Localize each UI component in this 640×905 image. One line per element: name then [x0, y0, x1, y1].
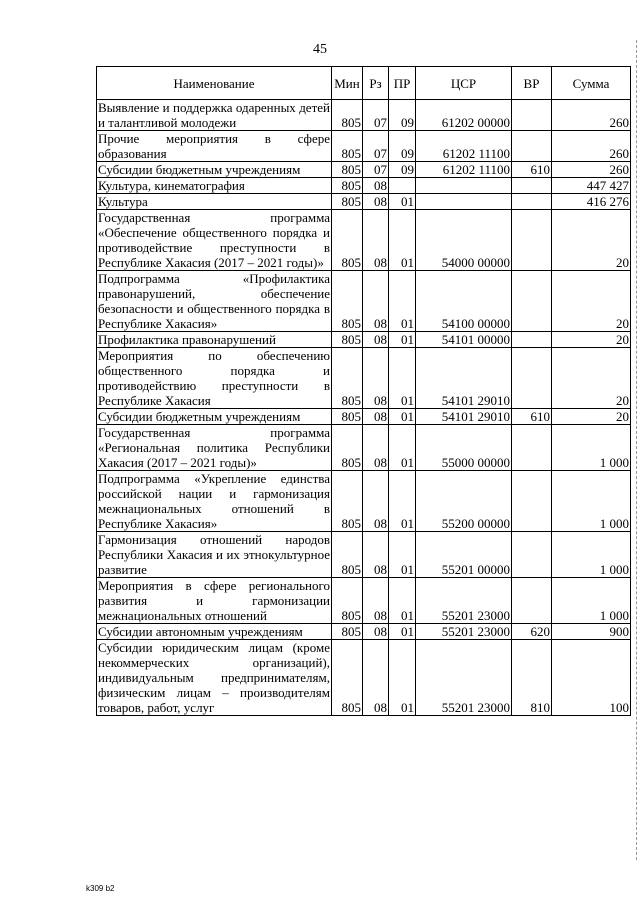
- cell-sum: 1 000: [552, 471, 631, 532]
- table-row: [97, 100, 631, 131]
- header-name: Наименование: [97, 67, 332, 100]
- table-row: [97, 271, 631, 332]
- cell-min: 805: [332, 210, 363, 271]
- cell-pr: 01: [389, 348, 416, 409]
- cell-vr: 620: [512, 624, 552, 640]
- table-row: [97, 578, 631, 624]
- table-row: [97, 178, 631, 194]
- cell-csr: 54100 00000: [416, 271, 512, 332]
- cell-sum: 20: [552, 271, 631, 332]
- cell-min: 805: [332, 131, 363, 162]
- cell-pr: 09: [389, 162, 416, 178]
- cell-name: Мероприятия в сфере регионального развития и гармонизации межнациональных отношений: [98, 578, 330, 623]
- cell-rz: 08: [363, 332, 389, 348]
- cell-min: 805: [332, 348, 363, 409]
- cell-pr: 01: [389, 210, 416, 271]
- cell-rz: 08: [363, 578, 389, 624]
- cell-pr: 01: [389, 194, 416, 210]
- cell-sum: 447 427: [552, 178, 631, 194]
- cell-vr: 810: [512, 640, 552, 716]
- cell-min: 805: [332, 640, 363, 716]
- cell-rz: 08: [363, 409, 389, 425]
- table-row: [97, 425, 631, 471]
- cell-vr: [512, 271, 552, 332]
- budget-table: [96, 66, 631, 716]
- cell-min: 805: [332, 624, 363, 640]
- cell-pr: 01: [389, 271, 416, 332]
- cell-min: 805: [332, 532, 363, 578]
- header-sum: Сумма: [552, 67, 631, 100]
- cell-csr: 54101 29010: [416, 409, 512, 425]
- header-csr: ЦСР: [416, 67, 512, 100]
- table-row: [97, 624, 631, 640]
- cell-name: Субсидии юридическим лицам (кроме некоммерческих организаций), индивидуальным предпринимателям, физическим лицам – производителям товаров, работ, услуг: [98, 640, 330, 715]
- cell-sum: 20: [552, 348, 631, 409]
- cell-sum: 20: [552, 409, 631, 425]
- table-row: [97, 471, 631, 532]
- cell-csr: 55201 23000: [416, 578, 512, 624]
- cell-vr: [512, 578, 552, 624]
- cell-rz: 08: [363, 471, 389, 532]
- header-rz: Рз: [363, 67, 389, 100]
- cell-name: Выявление и поддержка одаренных детей и талантливой молодежи: [98, 100, 330, 130]
- cell-sum: 20: [552, 332, 631, 348]
- cell-csr: 54101 00000: [416, 332, 512, 348]
- cell-min: 805: [332, 471, 363, 532]
- cell-vr: [512, 348, 552, 409]
- cell-rz: 08: [363, 194, 389, 210]
- table-header-row: [97, 67, 631, 100]
- cell-name: Культура: [97, 194, 332, 210]
- cell-rz: 08: [363, 640, 389, 716]
- page-edge-line: [636, 40, 637, 860]
- cell-name: Прочие мероприятия в сфере образования: [98, 131, 330, 161]
- cell-pr: 01: [389, 640, 416, 716]
- table-row: [97, 332, 631, 348]
- header-min: Мин: [332, 67, 363, 100]
- cell-sum: 260: [552, 131, 631, 162]
- cell-csr: 61202 00000: [416, 100, 512, 131]
- cell-vr: 610: [512, 162, 552, 178]
- cell-pr: 01: [389, 471, 416, 532]
- cell-pr: 09: [389, 100, 416, 131]
- page-number: 45: [313, 42, 327, 57]
- cell-vr: [512, 532, 552, 578]
- cell-name: Государственная программа «Обеспечение общественного порядка и противодействие преступности в Республике Хакасия (2017 – 2021 годы)»: [98, 210, 330, 270]
- cell-name: Субсидии бюджетным учреждениям: [97, 409, 332, 425]
- cell-csr: [416, 194, 512, 210]
- cell-min: 805: [332, 178, 363, 194]
- cell-rz: 08: [363, 624, 389, 640]
- cell-csr: 55201 00000: [416, 532, 512, 578]
- cell-rz: 07: [363, 100, 389, 131]
- cell-csr: 55200 00000: [416, 471, 512, 532]
- cell-rz: 08: [363, 178, 389, 194]
- cell-pr: 09: [389, 131, 416, 162]
- table-row: [97, 409, 631, 425]
- cell-vr: [512, 471, 552, 532]
- cell-name: Гармонизация отношений народов Республики Хакасия и их этнокультурное развитие: [98, 532, 330, 577]
- cell-vr: [512, 210, 552, 271]
- cell-csr: 54000 00000: [416, 210, 512, 271]
- cell-pr: 01: [389, 578, 416, 624]
- cell-vr: [512, 131, 552, 162]
- cell-min: 805: [332, 332, 363, 348]
- cell-name: Субсидии бюджетным учреждениям: [97, 162, 332, 178]
- table-row: [97, 162, 631, 178]
- cell-sum: 1 000: [552, 532, 631, 578]
- cell-sum: 416 276: [552, 194, 631, 210]
- cell-csr: 61202 11100: [416, 131, 512, 162]
- cell-sum: 100: [552, 640, 631, 716]
- cell-vr: [512, 332, 552, 348]
- cell-name: Подпрограмма «Профилактика правонарушений, обеспечение безопасности и общественного порядка в Республике Хакасия»: [98, 271, 330, 331]
- cell-csr: 55201 23000: [416, 640, 512, 716]
- cell-sum: 260: [552, 100, 631, 131]
- cell-min: 805: [332, 194, 363, 210]
- cell-sum: 20: [552, 210, 631, 271]
- cell-name: Профилактика правонарушений: [97, 332, 332, 348]
- cell-pr: 01: [389, 332, 416, 348]
- table-row: [97, 194, 631, 210]
- cell-pr: 01: [389, 532, 416, 578]
- header-vr: ВР: [512, 67, 552, 100]
- cell-rz: 08: [363, 348, 389, 409]
- table-row: [97, 131, 631, 162]
- cell-name: Мероприятия по обеспечению общественного порядка и противодействию преступности в Республике Хакасия: [98, 348, 330, 408]
- cell-rz: 07: [363, 131, 389, 162]
- cell-name: Культура, кинематография: [97, 178, 332, 194]
- cell-csr: 55201 23000: [416, 624, 512, 640]
- cell-rz: 08: [363, 425, 389, 471]
- cell-csr: 61202 11100: [416, 162, 512, 178]
- table-row: [97, 210, 631, 271]
- cell-rz: 08: [363, 210, 389, 271]
- cell-min: 805: [332, 271, 363, 332]
- cell-pr: [389, 178, 416, 194]
- cell-csr: 54101 29010: [416, 348, 512, 409]
- table-row: [97, 348, 631, 409]
- cell-vr: 610: [512, 409, 552, 425]
- table-row: [97, 532, 631, 578]
- cell-min: 805: [332, 409, 363, 425]
- cell-sum: 1 000: [552, 425, 631, 471]
- cell-csr: 55000 00000: [416, 425, 512, 471]
- cell-pr: 01: [389, 624, 416, 640]
- cell-sum: 900: [552, 624, 631, 640]
- cell-min: 805: [332, 578, 363, 624]
- cell-csr: [416, 178, 512, 194]
- cell-rz: 08: [363, 532, 389, 578]
- cell-vr: [512, 425, 552, 471]
- cell-min: 805: [332, 425, 363, 471]
- table-row: [97, 640, 631, 716]
- cell-min: 805: [332, 162, 363, 178]
- cell-pr: 01: [389, 409, 416, 425]
- cell-vr: [512, 100, 552, 131]
- cell-name: Подпрограмма «Укрепление единства российской нации и гармонизация межнациональных отношений в Республике Хакасия»: [98, 471, 330, 531]
- cell-rz: 07: [363, 162, 389, 178]
- cell-pr: 01: [389, 425, 416, 471]
- cell-sum: 260: [552, 162, 631, 178]
- cell-sum: 1 000: [552, 578, 631, 624]
- header-pr: ПР: [389, 67, 416, 100]
- cell-name: Субсидии автономным учреждениям: [97, 624, 332, 640]
- footer-code: k309 b2: [86, 884, 115, 893]
- cell-vr: [512, 178, 552, 194]
- cell-min: 805: [332, 100, 363, 131]
- cell-name: Государственная программа «Региональная политика Республики Хакасия (2017 – 2021 годы)»: [98, 425, 330, 470]
- cell-vr: [512, 194, 552, 210]
- cell-rz: 08: [363, 271, 389, 332]
